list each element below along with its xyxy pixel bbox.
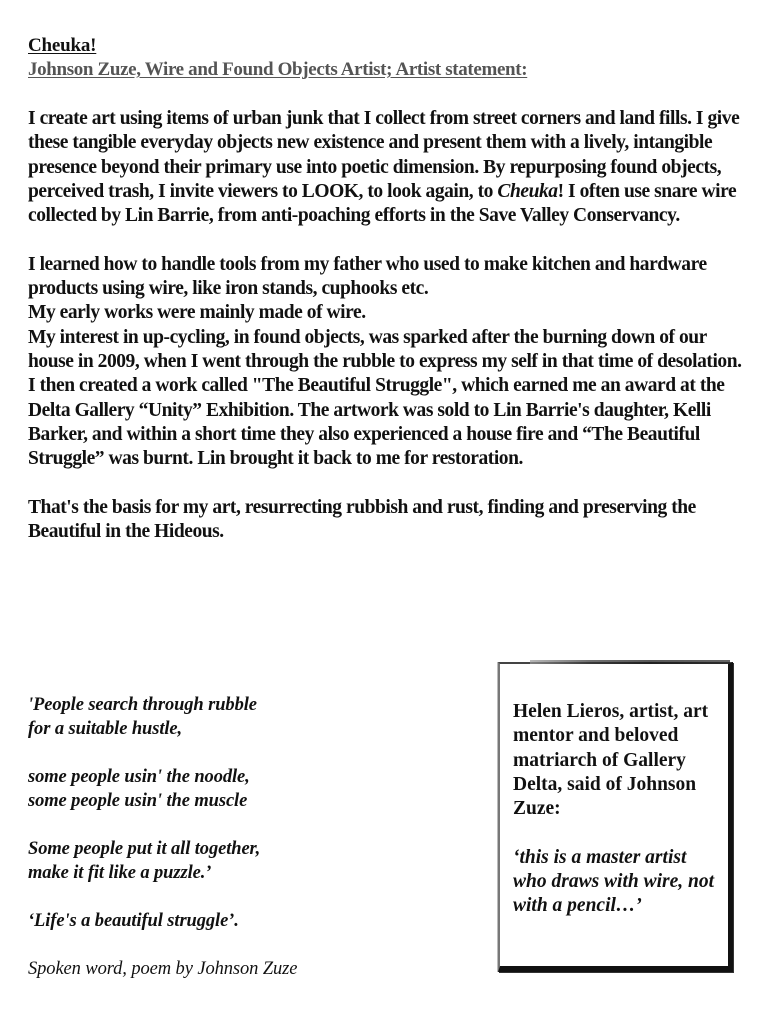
statement-line: I then created a work called "The Beautiful Struggle", which earned me an award at the Delta Gallery “Unity” Exhibition. The artwork was sold to Lin Barrie's daughter, Kelli Barker, and within a short time they also experienced a house fire and “The Beautiful Struggle” was burnt. Lin brought it back to me for restoration. [28,375,725,470]
poem-line: some people usin' the muscle [28,791,248,811]
document-header [28,34,527,82]
poem-stanza [28,693,388,741]
quote-attribution: Helen Lieros, artist, art mentor and beloved matriarch of Gallery Delta, said of Johnson Zuze: [513,701,709,820]
quote-box [498,662,733,972]
statement-text: ! I often use snare wire collected by Lin Barrie, from anti-poaching efforts in the Save Valley Conservancy. [28,180,737,227]
poem-stanza [28,909,388,933]
quote-text: ‘this is a master artist who draws with wire, not with a pencil…’ [513,846,715,917]
statement-paragraph-3: That's the basis for my art, resurrecting rubbish and rust, finding and preserving the Beautiful in the Hideous. [28,496,696,543]
statement-paragraph-1 [28,107,748,228]
poem-stanza [28,765,388,813]
quote-box-content [513,700,723,919]
document-title: Cheuka! [28,35,97,56]
statement-line: My early works were mainly made of wire. [28,302,366,324]
poem-stanza [28,837,388,885]
poem [28,693,388,981]
statement-line: My interest in up-cycling, in found objects, was sparked after the burning down of our house in 2009, when I went through the rubble to express my self in that time of desolation. [28,326,742,372]
paragraph-gap [28,228,748,252]
artist-statement [28,107,748,544]
statement-emphasis: Cheuka [497,180,558,202]
statement-text: I create art using items of urban junk that I collect from street corners and land fills. I give these tangible everyday objects new existence and present them with a lively, intangible presence beyond their primary use into poetic dimension. By repurposing found objects, perceived trash, I invite viewers to LOOK, to look again, to [28,108,740,202]
poem-line: some people usin' the noodle, [28,767,250,787]
box-border-decoration [530,660,730,664]
document-subtitle: Johnson Zuze, Wire and Found Objects Artist; Artist statement: [28,59,528,80]
paragraph-gap [28,471,748,495]
poem-credit: Spoken word, poem by Johnson Zuze [28,959,298,979]
poem-line: Some people put it all together, [28,839,261,859]
poem-line: make it fit like a puzzle.’ [28,863,212,883]
poem-line: ‘Life's a beautiful struggle’. [28,911,239,931]
poem-line: for a suitable hustle, [28,719,183,739]
poem-line: 'People search through rubble [28,695,257,715]
statement-line: I learned how to handle tools from my father who used to make kitchen and hardware products using wire, like iron stands, cuphooks etc. [28,253,707,300]
